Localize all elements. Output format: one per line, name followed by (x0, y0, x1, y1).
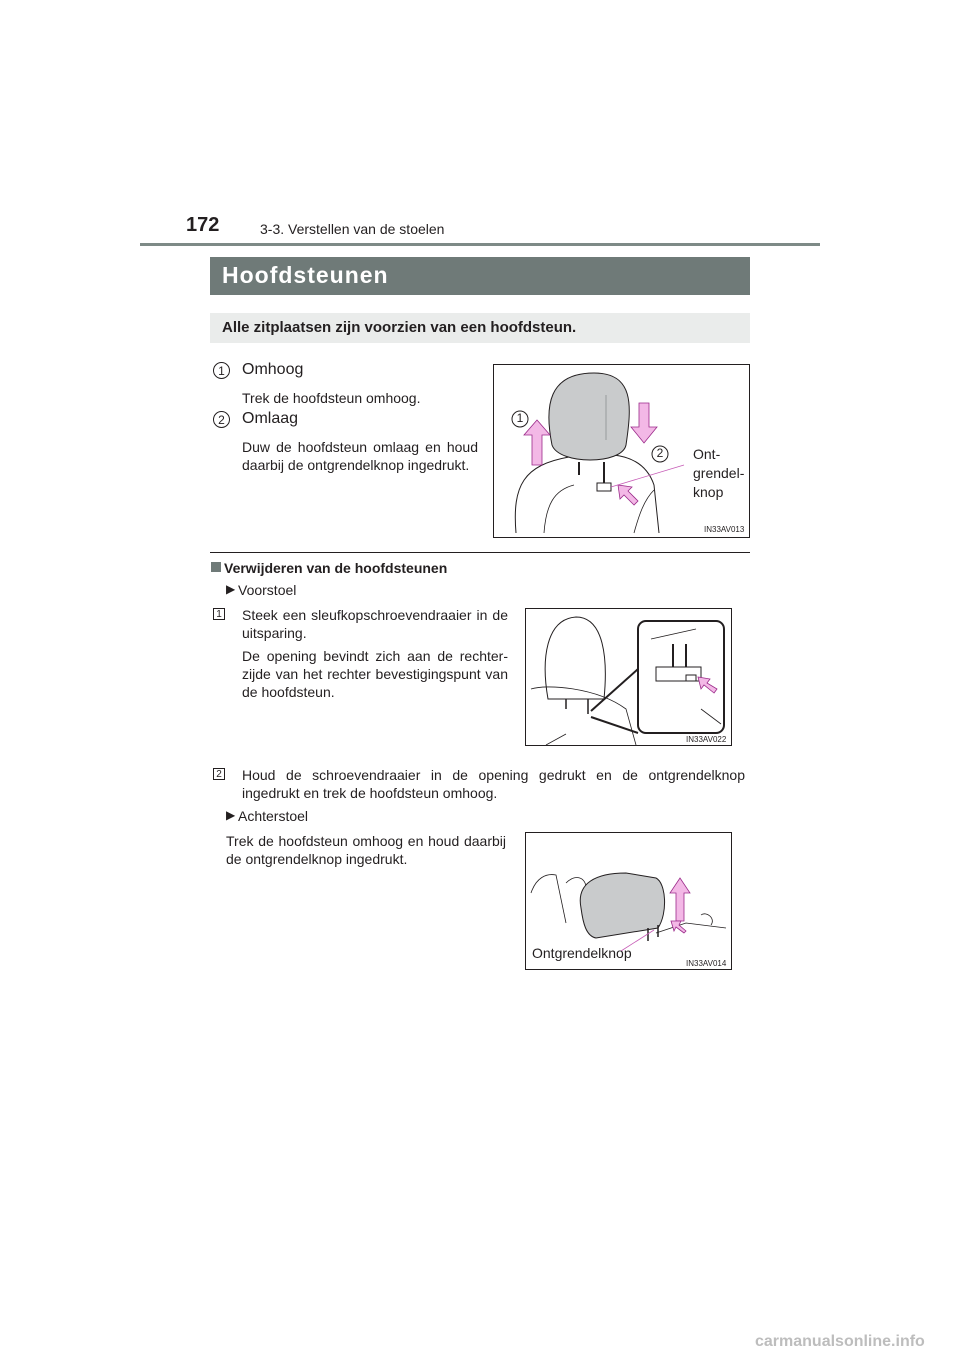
triangle-bullet-icon: ▶ (226, 582, 236, 596)
item-title-down: Omlaag (242, 410, 299, 427)
section-separator (210, 552, 750, 553)
watermark: carmanualsonline.info (755, 1333, 925, 1350)
front-seat-illustration (526, 609, 731, 745)
item-text-up: Trek de hoofdsteun omhoog. (242, 390, 421, 406)
step-2-text: Houd de schroevendraaier in de opening gedrukt en de ontgrendelknop ingedrukt en trek de hoofdsteun omhoog. (242, 767, 745, 801)
front-seat-label: Voorstoel (238, 582, 297, 598)
item-title-up: Omhoog (242, 361, 304, 378)
section-title-bar (210, 257, 750, 295)
item-number-2: 2 (213, 411, 230, 428)
header-rule (140, 243, 820, 246)
figure-code: IN33AV022 (686, 735, 727, 744)
step-1-text: Steek een sleufkopschroevendraaier in de uitsparing. (242, 607, 508, 641)
intro-text: Alle zitplaatsen zijn voorzien van een hoofdsteun. (222, 319, 577, 336)
square-bullet-icon (211, 562, 221, 572)
rear-seat-text: Trek de hoofdsteun omhoog en houd daarbij de ontgrendelknop ingedrukt. (226, 833, 506, 867)
release-button-label (693, 445, 744, 502)
step-number-2: 2 (213, 768, 225, 780)
page-number: 172 (186, 214, 220, 236)
label-line-2: grendel- (693, 465, 745, 481)
figure-code: IN33AV014 (686, 959, 727, 968)
figure-rear-seat (525, 832, 732, 970)
intro-bar (210, 313, 750, 343)
item-text-down: Duw de hoofdsteun omlaag en houd daarbij de ontgrendelknop ingedrukt. (242, 439, 478, 473)
callout-2: 2 (656, 446, 664, 460)
label-line-3: knop (693, 484, 724, 500)
step-1-note: De opening bevindt zich aan de rechter-zijde van het rechter bevestigingspunt van de hoofdsteun. (242, 648, 508, 700)
figure-code: IN33AV013 (704, 525, 745, 534)
figure-headrest-adjust (493, 364, 750, 538)
removal-heading: Verwijderen van de hoofdsteunen (224, 560, 448, 576)
callout-1: 1 (516, 411, 524, 425)
label-line-1: Ont- (693, 446, 721, 462)
step-number-1: 1 (213, 608, 225, 620)
item-number-1: 1 (213, 362, 230, 379)
figure-front-seat (525, 608, 732, 746)
chapter-title: 3-3. Verstellen van de stoelen (260, 221, 445, 237)
section-title: Hoofdsteunen (222, 262, 389, 288)
rear-seat-label: Achterstoel (238, 808, 309, 824)
release-button-label: Ontgrendelknop (532, 945, 632, 961)
triangle-bullet-icon: ▶ (226, 808, 236, 822)
